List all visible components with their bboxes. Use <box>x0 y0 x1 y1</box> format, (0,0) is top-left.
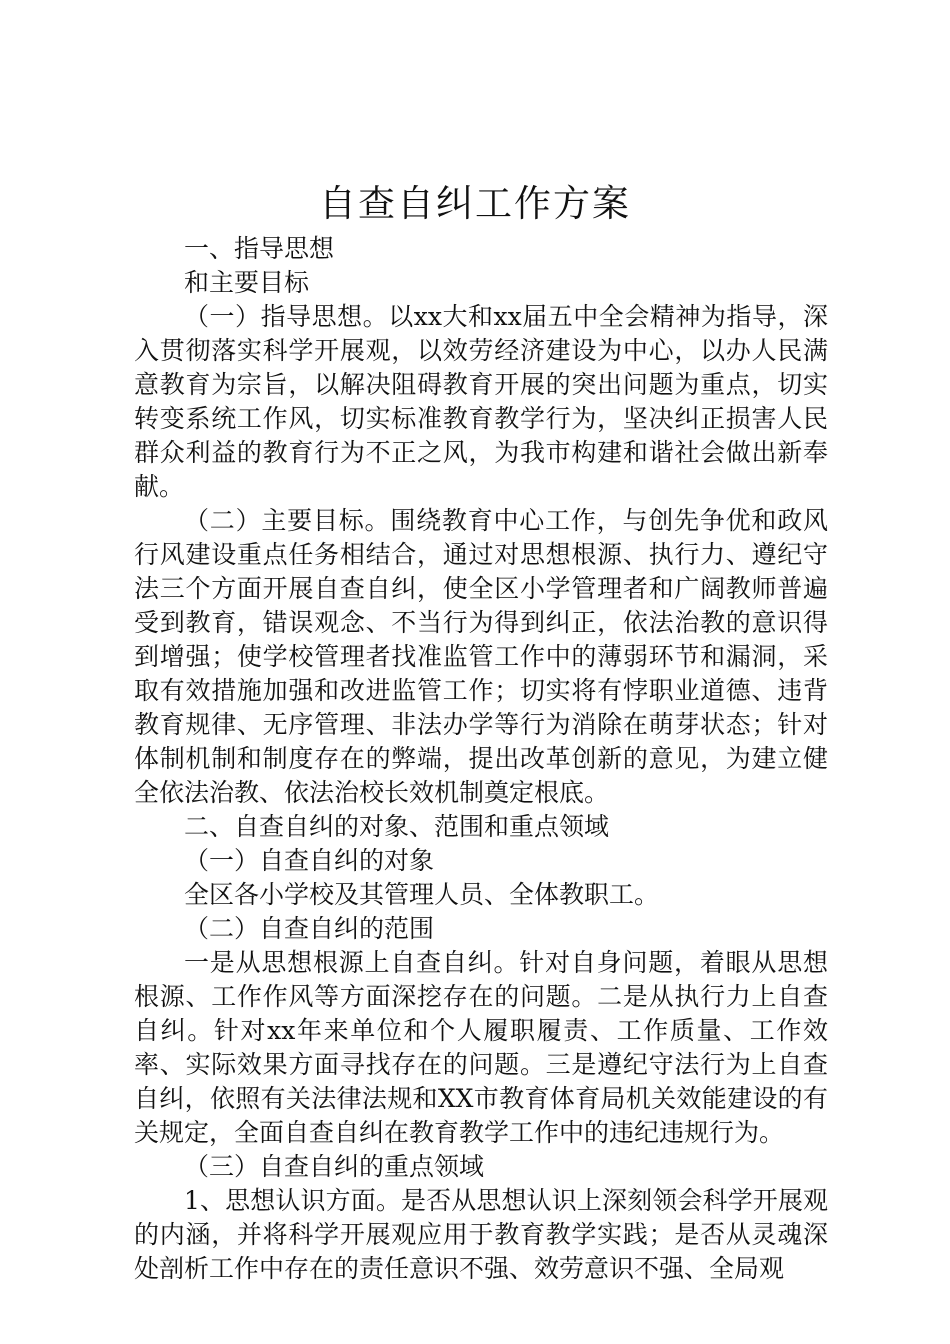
section-heading-continued: 和主要目标 <box>184 268 310 297</box>
paragraph: 一是从思想根源上自查自纠。针对自身问题，着眼从思想根源、工作作风等方面深挖存在的问题。二是从执行力上自查自纠。针对xx年来单位和个人履职履责、工作质量、工作效率、实际效果方面寻找存在的问题。三是遵纪守法行为上自查自纠，依照有关法律法规和XX市教育体育局机关效能建设的有关规定，全面自查自纠在教育教学工作中的违纪违规行为。 <box>134 948 828 1147</box>
subsection-heading: （三）自查自纠的重点领域 <box>184 1152 485 1181</box>
document-body <box>134 232 828 1286</box>
paragraph: 全区各小学校及其管理人员、全体教职工。 <box>184 880 660 909</box>
section-heading: 一、指导思想 <box>184 234 335 263</box>
subsection-heading: （一）自查自纠的对象 <box>184 846 435 875</box>
paragraph: 1、思想认识方面。是否从思想认识上深刻领会科学开展观的内涵，并将科学开展观应用于教育教学实践；是否从灵魂深处剖析工作中存在的责任意识不强、效劳意识不强、全局观 <box>134 1186 828 1283</box>
section-heading: 二、自查自纠的对象、范围和重点领域 <box>184 812 610 841</box>
subsection-heading: （二）自查自纠的范围 <box>184 914 435 943</box>
paragraph: （二）主要目标。围绕教育中心工作，与创先争优和政风行风建设重点任务相结合，通过对思想根源、执行力、遵纪守法三个方面开展自查自纠，使全区小学管理者和广阔教师普遍受到教育，错误观念、不当行为得到纠正，依法治教的意识得到增强；使学校管理者找准监管工作中的薄弱环节和漏洞，采取有效措施加强和改进监管工作；切实将有悖职业道德、违背教育规律、无序管理、非法办学等行为消除在萌芽状态；针对体制机制和制度存在的弊端，提出改革创新的意见，为建立健全依法治教、依法治校长效机制奠定根底。 <box>134 506 828 807</box>
document-title: 自查自纠工作方案 <box>319 182 631 225</box>
paragraph: （一）指导思想。以xx大和xx届五中全会精神为指导，深入贯彻落实科学开展观，以效劳经济建设为中心，以办人民满意教育为宗旨，以解决阻碍教育开展的突出问题为重点，切实转变系统工作风，切实标准教育教学行为，坚决纠正损害人民群众利益的教育行为不正之风，为我市构建和谐社会做出新奉献。 <box>134 302 828 501</box>
